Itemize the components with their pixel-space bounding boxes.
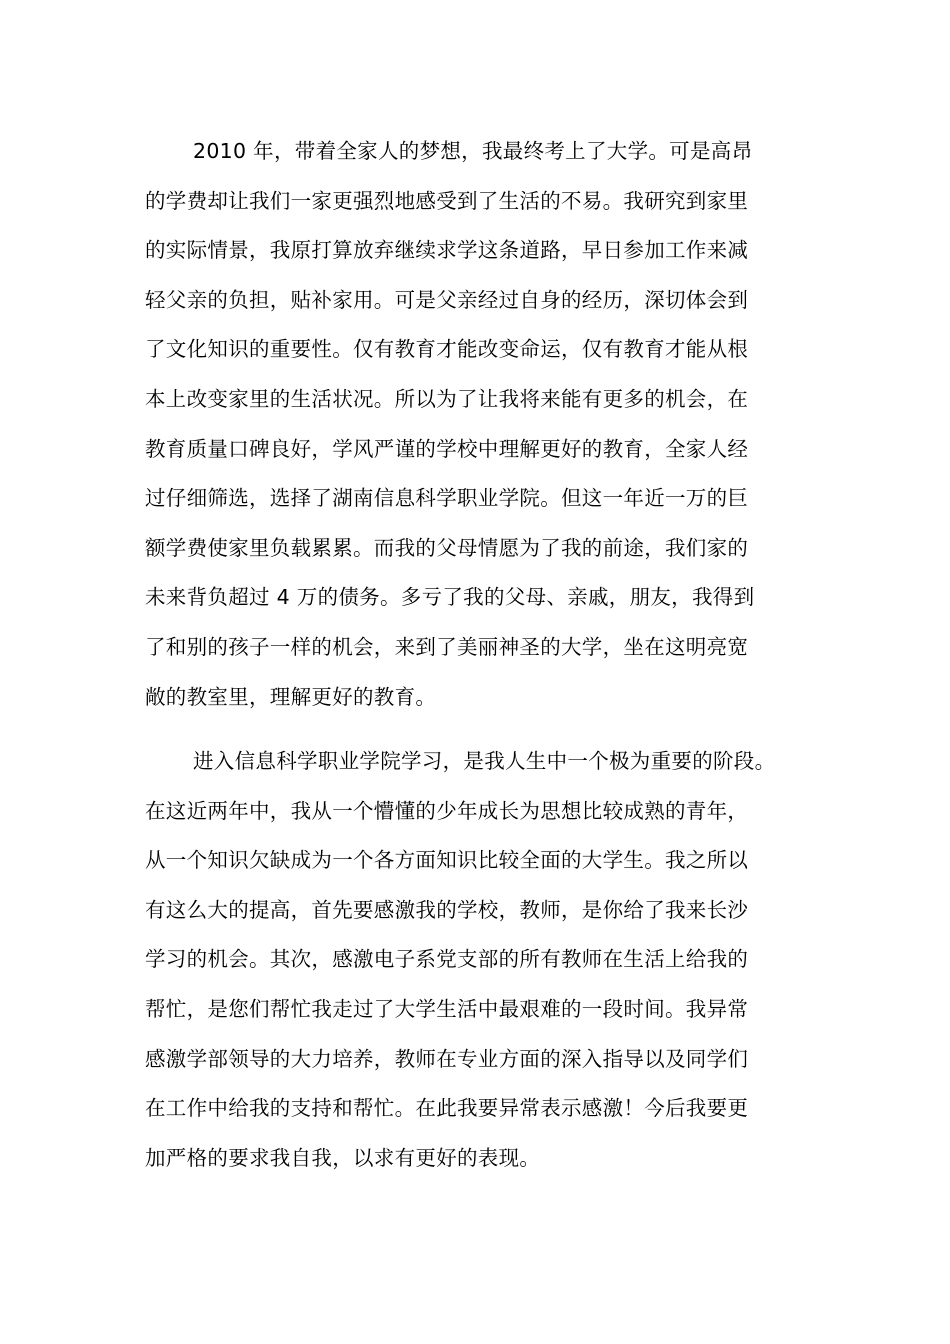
paragraph-line: 的实际情景，我原打算放弃继续求学这条道路，早日参加工作来减 [145, 238, 749, 263]
paragraph-2 [145, 737, 805, 1183]
paragraph-line: 了文化知识的重要性。仅有教育才能改变命运，仅有教育才能从根 [145, 337, 749, 362]
paragraph-line: 的学费却让我们一家更强烈地感受到了生活的不易。我研究到家里 [145, 188, 749, 213]
paragraph-line: 本上改变家里的生活状况。所以为了让我将来能有更多的机会，在 [145, 386, 749, 411]
paragraph-line: 学习的机会。其次，感激电子系党支部的所有教师在生活上给我的 [145, 947, 749, 972]
paragraph-line: 从一个知识欠缺成为一个各方面知识比较全面的大学生。我之所以 [145, 848, 749, 873]
paragraph-line: 额学费使家里负载累累。而我的父母情愿为了我的前途，我们家的 [145, 535, 749, 560]
paragraph-line: 敞的教室里，理解更好的教育。 [145, 684, 437, 709]
paragraph-1 [145, 127, 805, 722]
paragraph-line: 加严格的要求我自我，以求有更好的表现。 [145, 1145, 541, 1170]
paragraph-line: 了和别的孩子一样的机会，来到了美丽神圣的大学，坐在这明亮宽 [145, 634, 749, 659]
paragraph-line: 有这么大的提高，首先要感激我的学校，教师，是你给了我来长沙 [145, 897, 749, 922]
paragraph-line: 进入信息科学职业学院学习，是我人生中一个极为重要的阶段。 [193, 749, 776, 773]
paragraph-line: 帮忙，是您们帮忙我走过了大学生活中最艰难的一段时间。我异常 [145, 996, 749, 1021]
paragraph-line: 2010 年，带着全家人的梦想，我最终考上了大学。可是高昂 [193, 139, 753, 163]
paragraph-line: 教育质量口碑良好，学风严谨的学校中理解更好的教育，全家人经 [145, 436, 749, 461]
paragraph-line: 未来背负超过 4 万的债务。多亏了我的父母、亲戚，朋友，我得到 [145, 585, 755, 610]
paragraph-line: 在这近两年中，我从一个懵懂的少年成长为思想比较成熟的青年， [145, 798, 749, 823]
paragraph-line: 轻父亲的负担，贴补家用。可是父亲经过自身的经历，深切体会到 [145, 287, 749, 312]
paragraph-line: 在工作中给我的支持和帮忙。在此我要异常表示感激！今后我要更 [145, 1096, 749, 1121]
paragraph-line: 过仔细筛选，选择了湖南信息科学职业学院。但这一年近一万的巨 [145, 486, 749, 511]
paragraph-line: 感激学部领导的大力培养，教师在专业方面的深入指导以及同学们 [145, 1046, 749, 1071]
